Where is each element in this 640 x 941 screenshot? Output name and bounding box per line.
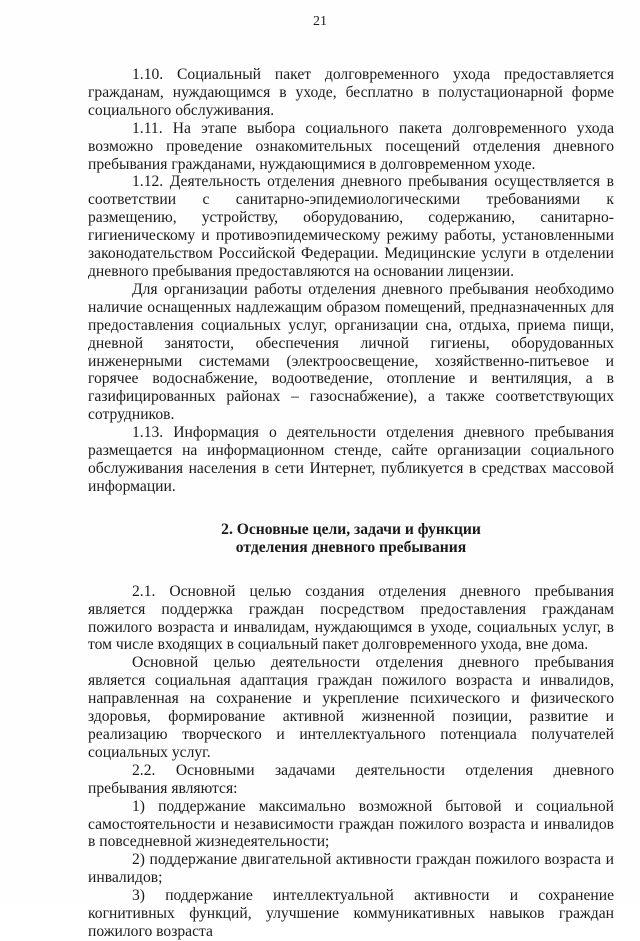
paragraph-main-goal: Основной целью деятельности отделения дневного пребывания является социальная адаптация граждан пожилого возраста и инвалидов, направленная на сохранение и укрепление психического и физического здоровья, формирование активной жизненной позиции, развитие и реализацию творческого и интеллектуального потенциала получателей социальных услуг. [88, 654, 614, 761]
page-number: 21 [313, 14, 327, 29]
paragraph-1-10: 1.10. Социальный пакет долговременного ухода предоставляется гражданам, нуждающимся в уходе, бесплатно в полустационарной форме социального обслуживания. [88, 66, 614, 119]
section-heading [88, 521, 614, 557]
paragraph-1-12: 1.12. Деятельность отделения дневного пребывания осуществляется в соответствии с санитарно-эпидемиологическими требованиями к размещению, устройству, оборудованию, содержанию, санитарно-гигиеническому и противоэпидемическому режиму работы, установленными законодательством Российской Федерации. Медицинские услуги в отделении дневного пребывания предоставляются на основании лицензии. [88, 173, 614, 280]
paragraph-2-1: 2.1. Основной целью создания отделения дневного пребывания является поддержка граждан посредством предоставления гражданам пожилого возраста и инвалидам, нуждающимся в уходе, социальных услуг, в том числе входящих в социальный пакет долговременного ухода, вне дома. [88, 582, 614, 654]
list-item-3: 3) поддержание интеллектуальной активности и сохранение когнитивных функций, улучшение коммуникативных навыков граждан пожилого возраста [88, 887, 614, 940]
list-item-1: 1) поддержание максимально возможной бытовой и социальной самостоятельности и независимости граждан пожилого возраста и инвалидов в повседневной жизнедеятельности; [88, 797, 614, 851]
section-heading-line-2: отделения дневного пребывания [235, 538, 467, 556]
section-heading-line-1: 2. Основные цели, задачи и функции [221, 520, 481, 538]
paragraph-1-11: 1.11. На этапе выбора социального пакета долговременного ухода возможно проведение ознакомительных посещений отделения дневного пребывания гражданами, нуждающимися в долговременном уходе. [88, 119, 614, 173]
paragraph-premises-requirements: Для организации работы отделения дневного пребывания необходимо наличие оснащенных надлежащим образом помещений, предназначенных для предоставления социальных услуг, организации сна, отдыха, приема пищи, дневной занятости, обеспечения личной гигиены, оборудованных инженерными системами (электроосвещение, хозяйственно-питьевое и горячее водоснабжение, водоотведение, отопление и вентиляция, а в газифицированных районах – газоснабжение), а также соответствующих сотрудников. [88, 280, 614, 424]
list-item-2: 2) поддержание двигательной активности граждан пожилого возраста и инвалидов; [88, 851, 614, 887]
paragraph-2-2: 2.2. Основными задачами деятельности отделения дневного пребывания являются: [88, 761, 614, 797]
document-body [88, 66, 614, 941]
paragraph-1-13: 1.13. Информация о деятельности отделения дневного пребывания размещается на информационном стенде, сайте организации социального обслуживания населения в сети Интернет, публикуется в средствах массовой информации. [88, 424, 614, 495]
